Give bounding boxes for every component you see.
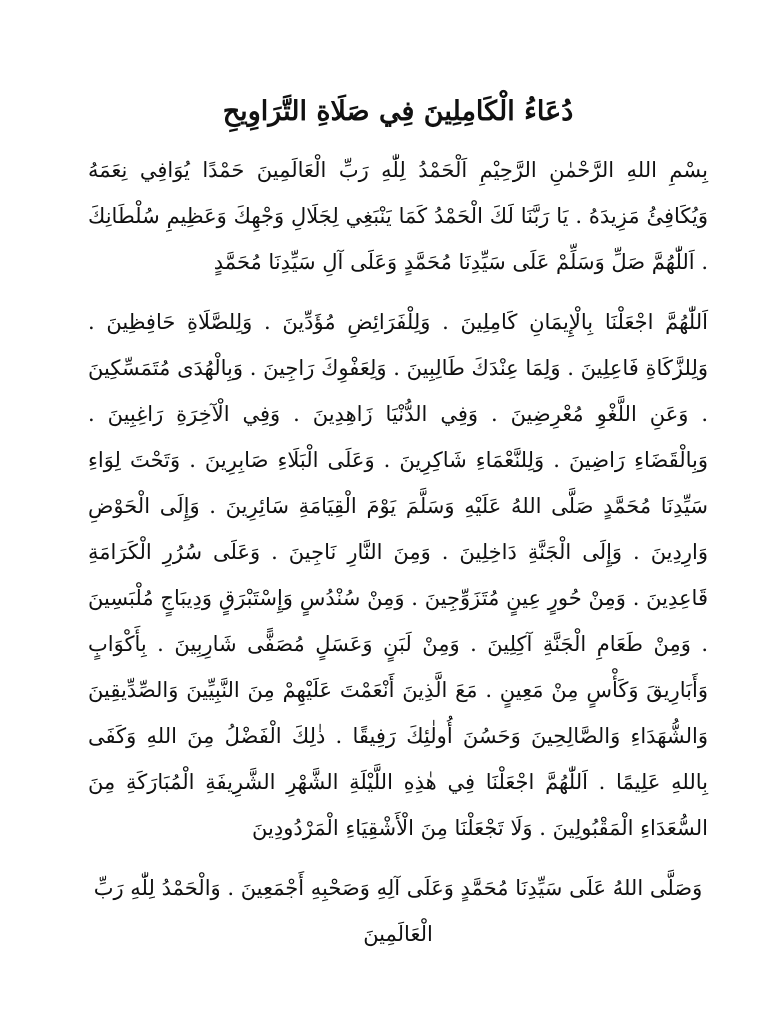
closing-paragraph: وَصَلَّى اللهُ عَلَى سَيِّدِنَا مُحَمَّدٍ وَعَلَى آلِهِ وَصَحْبِهِ أَجْمَعِينَ . وَالْحَمْدُ لِلّٰهِ رَبِّ الْعَالَمِينَ <box>93 875 703 946</box>
document-page <box>88 92 708 971</box>
document-title: دُعَاءُ الْكَامِلِينَ فِي صَلَاةِ التَّرَاوِيحِ <box>222 96 574 127</box>
main-supplication-paragraph: اَللّٰهُمَّ اجْعَلْنَا بِالْإِيمَانِ كَامِلِينَ . وَلِلْفَرَائِضِ مُؤَدِّينَ . وَلِلصَّلَاةِ حَافِظِينَ . وَلِلزَّكَاةِ فَاعِلِينَ . وَلِمَا عِنْدَكَ طَالِبِينَ . وَلِعَفْوِكَ رَاجِينَ . وَبِالْهُدَى مُتَمَسِّكِينَ . وَعَنِ اللَّغْوِ مُعْرِضِينَ . وَفِي الدُّنْيَا زَاهِدِينَ . وَفِي الْآخِرَةِ رَاغِبِينَ . وَبِالْقَضَاءِ رَاضِينَ . وَلِلنَّعْمَاءِ شَاكِرِينَ . وَعَلَى الْبَلَاءِ صَابِرِينَ . وَتَحْتَ لِوَاءِ سَيِّدِنَا مُحَمَّدٍ صَلَّى اللهُ عَلَيْهِ وَسَلَّمَ يَوْمَ الْقِيَامَةِ سَائِرِينَ . وَإِلَى الْحَوْضِ وَارِدِينَ . وَإِلَى الْجَنَّةِ دَاخِلِينَ . وَمِنَ النَّارِ نَاجِينَ . وَعَلَى سُرُرِ الْكَرَامَةِ قَاعِدِينَ . وَمِنْ حُورٍ عِينٍ مُتَزَوِّجِينَ . وَمِنْ سُنْدُسٍ وَإِسْتَبْرَقٍ وَدِيبَاجٍ مُلْبَسِينَ . وَمِنْ طَعَامِ الْجَنَّةِ آكِلِينَ . وَمِنْ لَبَنٍ وَعَسَلٍ مُصَفًّى شَارِبِينَ . بِأَكْوَابٍ وَأَبَارِيقَ وَكَأْسٍ مِنْ مَعِينٍ . مَعَ الَّذِينَ أَنْعَمْتَ عَلَيْهِمْ مِنَ النَّبِيِّينَ وَالصِّدِّيقِينَ وَالشُّهَدَاءِ وَالصَّالِحِينَ وَحَسُنَ أُولٰئِكَ رَفِيقًا . ذٰلِكَ الْفَضْلُ مِنَ اللهِ وَكَفَى بِاللهِ عَلِيمًا . اَللّٰهُمَّ اجْعَلْنَا فِي هٰذِهِ اللَّيْلَةِ الشَّهْرِ الشَّرِيفَةِ الْمُبَارَكَةِ مِنَ السُّعَدَاءِ الْمَقْبُولِينَ . وَلَا تَجْعَلْنَا مِنَ الْأَشْقِيَاءِ الْمَرْدُودِينَ <box>88 309 708 840</box>
opening-paragraph: بِسْمِ اللهِ الرَّحْمٰنِ الرَّحِيْمِ اَلْحَمْدُ لِلّٰهِ رَبِّ الْعَالَمِينَ حَمْدًا يُوَافِي نِعَمَهُ وَيُكَافِئُ مَزِيدَهُ . يَا رَبَّنَا لَكَ الْحَمْدُ كَمَا يَنْبَغِي لِجَلَالِ وَجْهِكَ وَعَظِيمِ سُلْطَانِكَ . اَللّٰهُمَّ صَلِّ وَسَلِّمْ عَلَى سَيِّدِنَا مُحَمَّدٍ وَعَلَى آلِ سَيِّدِنَا مُحَمَّدٍ <box>88 157 708 274</box>
